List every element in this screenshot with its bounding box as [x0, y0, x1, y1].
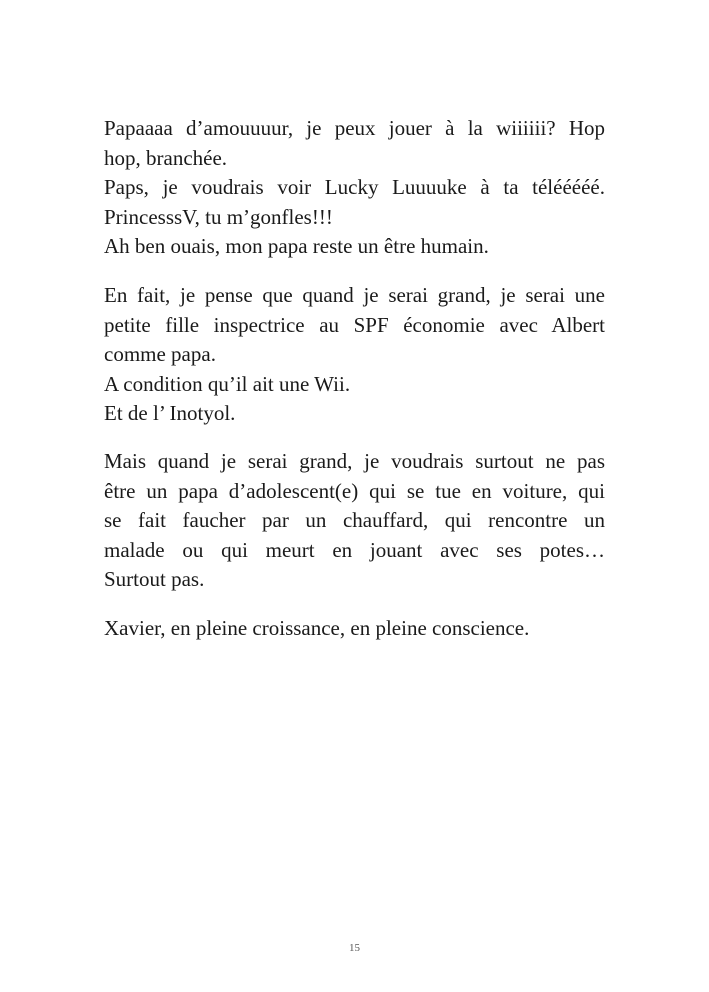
- paragraph-line: petite fille inspectrice au SPF économie avec Albert: [104, 312, 605, 337]
- paragraph-3: [104, 447, 605, 595]
- paragraph-line: se fait faucher par un chauffard, qui rencontre un: [104, 508, 605, 532]
- paragraph-line: hop, branchée.: [104, 145, 228, 170]
- paragraph-line: Mais quand je serai grand, je voudrais surtout ne pas: [104, 449, 605, 473]
- paragraph-line: Paps, je voudrais voir Lucky Luuuuke à ta télééééé.: [104, 175, 605, 199]
- paragraph-line: Et de l’ Inotyol.: [104, 401, 236, 425]
- paragraph-line: Surtout pas.: [104, 567, 205, 591]
- paragraph-4: [104, 614, 605, 644]
- page-number: 15: [349, 942, 360, 954]
- paragraph-2: [104, 281, 605, 429]
- paragraph-line: En fait, je pense que quand je serai grand, je serai une: [104, 283, 605, 307]
- paragraph-line: être un papa d’adolescent(e) qui se tue en voiture, qui: [104, 478, 605, 503]
- paragraph-line: Xavier, en pleine croissance, en pleine conscience.: [104, 616, 530, 640]
- paragraph-1: [104, 114, 605, 262]
- paragraph-line: comme papa.: [104, 342, 216, 366]
- paragraph-line: A condition qu’il ait une Wii.: [104, 371, 351, 396]
- paragraph-line: malade ou qui meurt en jouant avec ses potes…: [104, 537, 605, 562]
- paragraph-line: PrincesssV, tu m’gonfles!!!: [104, 204, 333, 229]
- paragraph-line: Ah ben ouais, mon papa reste un être humain.: [104, 234, 489, 258]
- paragraph-line: Papaaaa d’amouuuur, je peux jouer à la wiiiiii? Hop: [104, 116, 605, 140]
